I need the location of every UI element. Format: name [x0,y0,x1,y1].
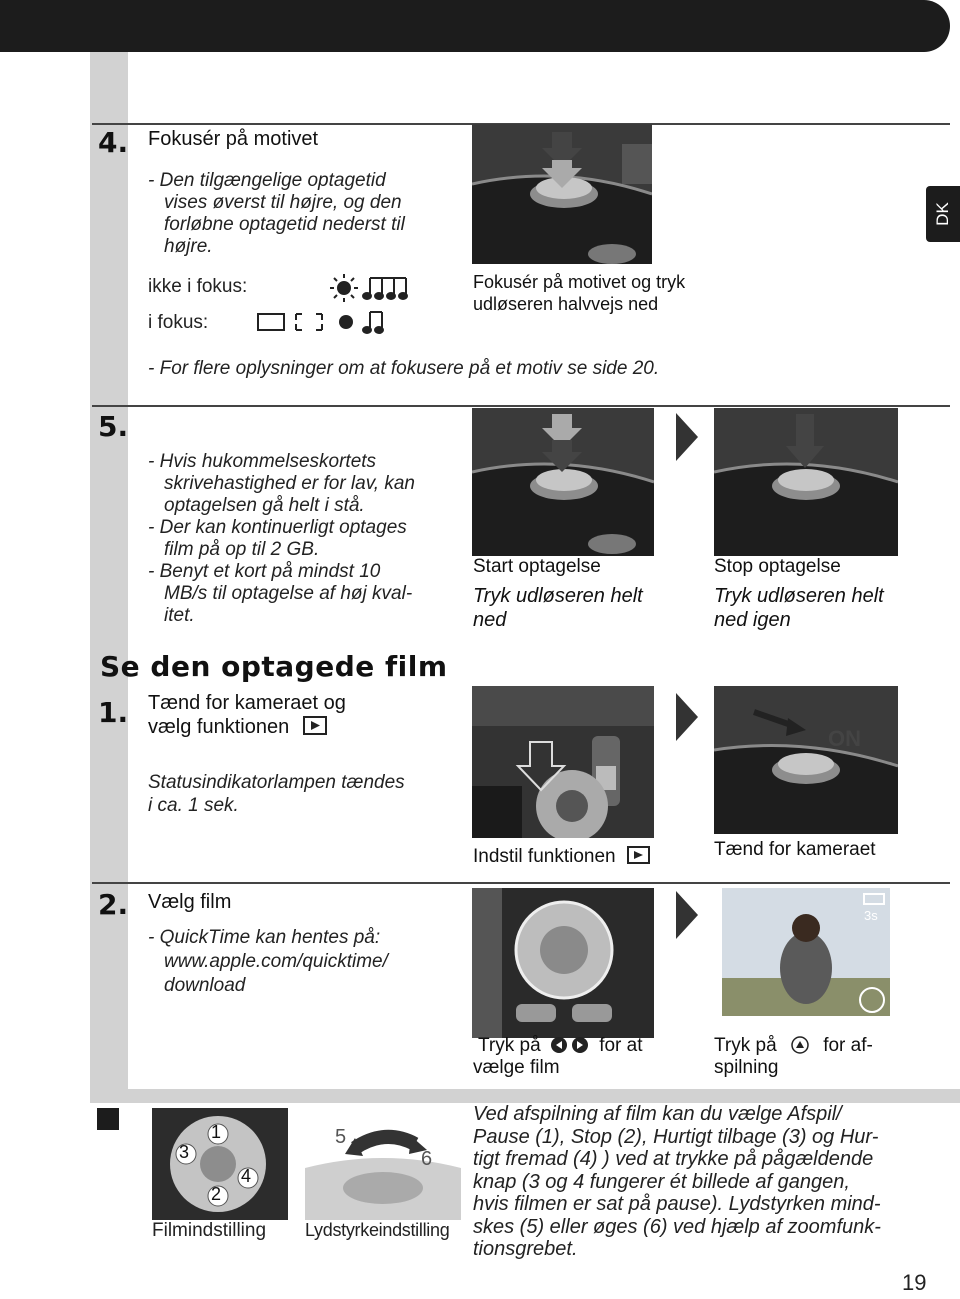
beep-note-icon [363,312,383,333]
start-caption-text: Tryk udløseren helt ned [473,585,643,631]
play-caption: Tryk på for af- spilning [714,1035,873,1078]
focus-frame-icons [256,310,328,334]
power-caption: Tænd for kameraet [714,839,876,860]
left-column-band [90,52,128,1089]
focus-note: - For flere oplysninger om at fokusere på et motiv se side 20. [148,358,660,379]
mode-switch-photo [472,686,654,838]
power-switch-photo [714,686,898,834]
out-of-focus-label: ikke i fokus: [148,276,248,297]
shutter-press-again-photo [714,408,898,556]
step-bullets: - Den tilgængelige optagetid vises øverst til højre, og den forløbne optagetid nederst til højre. [148,170,405,257]
step-number: 2. [98,888,129,921]
top-bar [0,0,950,52]
select-caption: Tryk på for at vælge film [473,1035,643,1078]
step-title: Vælg film [148,891,232,913]
playback-mode-icon [627,846,651,865]
up-button-icon [788,1036,812,1054]
volume-up-number: 6 [421,1148,433,1170]
bottom-band [90,1089,960,1103]
mode-caption: Indstil funktionen [473,845,651,869]
next-arrow-icon [676,413,698,461]
playback-mode-icon [303,716,329,736]
start-caption-title: Start optagelse [473,556,601,577]
step-title: Tænd for kameraet og vælg funktionen [148,692,346,738]
focus-indicator-icons [330,272,430,334]
status-lamp-note: Statusindikatorlampen tændes i ca. 1 sek. [148,772,405,816]
navigation-button-photo [472,888,654,1038]
page-number: 19 [902,1270,927,1295]
next-arrow-icon [676,891,698,939]
divider [92,405,950,407]
step-number: 5. [98,410,129,443]
dial-number: 1 [211,1122,222,1142]
film-setting-caption: Filmindstilling [152,1220,267,1241]
volume-down-number: 5 [335,1126,347,1148]
dial-number: 4 [241,1166,252,1186]
step-notes: - Hvis hukommelseskortets skrivehastighed er for lav, kan optagelsen gå helt i stå. - Der kan kontinuerligt optages film på op til 2 GB. - Benyt et kort på mindst 10 MB/s til optagelse af høj kval- itet. [148,451,415,626]
photo-caption: Fokusér på motivet og tryk udløseren halvvejs ned [473,272,686,314]
lcd-screen-photo [722,888,890,1016]
stop-caption-text: Tryk udløseren helt ned igen [714,585,884,631]
note-square-icon [97,1108,119,1130]
beep-notes-icon [363,278,407,299]
divider [92,882,950,884]
cross-key-photo [152,1108,288,1220]
step-number: 4. [98,126,129,159]
in-focus-label: i fokus: [148,312,209,333]
on-label: ON [828,726,861,751]
shutter-half-press-photo [472,124,652,264]
language-tab: DK [926,186,960,242]
next-arrow-icon [676,693,698,741]
step-title: Fokusér på motivet [148,128,319,150]
dial-number: 3 [179,1142,190,1162]
shutter-full-press-photo [472,408,654,556]
volume-setting-caption: Lydstyrkeindstilling [305,1220,450,1240]
stop-caption-title: Stop optagelse [714,556,841,577]
blinking-lamp-icon [330,274,358,302]
elapsed-time: 3s [864,908,878,923]
playback-note: Ved afspilning af film kan du vælge Afspil/ Pause (1), Stop (2), Hurtigt tilbage (3) og Hur- tigt fremad (4) ) ved at trykke på pågældende knap (3 og 4 fungerer ét billede af gangen, hvis filmen er sat på pause). Lydstyrken mind- skes (5) eller øges (6) ved hjælp af zoomfunk- tionsgrebet. [473,1103,881,1260]
focus-lamp-icon [339,315,353,329]
dial-number: 2 [211,1184,222,1204]
section-title: Se den optagede film [100,650,448,683]
zoom-lever-illustration [305,1108,461,1220]
left-right-button-icon [550,1036,590,1054]
step-number: 1. [98,696,129,729]
quicktime-note: - QuickTime kan hentes på: www.apple.com/quicktime/ download [148,927,388,996]
